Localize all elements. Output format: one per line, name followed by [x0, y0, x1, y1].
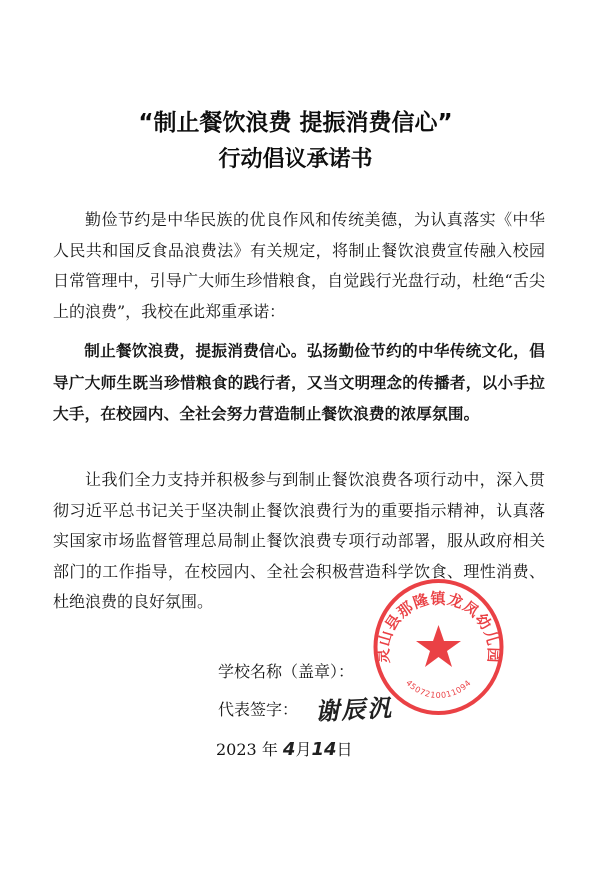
date-month-unit: 月	[295, 740, 312, 759]
signing-date	[216, 737, 353, 760]
school-name-label: 学校名称（盖章）：	[218, 662, 355, 681]
star-icon	[416, 625, 461, 667]
date-month: 4	[282, 739, 296, 760]
paragraph-intro: 勤俭节约是中华民族的优良作风和传统美德，为认真落实《中华人民共和国反食品浪费法》有关规定，将制止餐饮浪费宣传融入校园日常管理中，引导广大师生珍惜粮食，自觉践行光盘行动，杜绝“舌尖上的浪费”，我校在此郑重承诺：	[53, 210, 545, 321]
svg-text:45072100110​94	[404, 678, 473, 700]
date-day: 14	[311, 739, 337, 760]
representative-signature: 谢辰汎	[314, 693, 394, 727]
representative-label: 代表签字：	[218, 700, 299, 719]
document-subtitle: 行动倡议承诺书	[218, 147, 373, 172]
date-year-unit: 年	[261, 740, 278, 759]
paragraph-commitment: 制止餐饮浪费，提振消费信心。弘扬勤俭节约的中华传统文化，倡导广大师生既当珍惜粮食的践行者，又当文明理念的传播者，以小手拉大手，在校园内、全社会努力营造制止餐饮浪费的浓厚氛围。	[53, 342, 545, 423]
paragraph-action: 让我们全力支持并积极参与到制止餐饮浪费各项行动中，深入贯彻习近平总书记关于坚决制止餐饮浪费行为的重要指示精神，认真落实国家市场监督管理总局制止餐饮浪费专项行动部署，服从政府相关部门的工作指导，在校园内、全社会积极营造科学饮食、理性消费、杜绝浪费的良好氛围。	[53, 470, 545, 611]
date-day-unit: 日	[336, 740, 353, 759]
seal-text: 灵山县那隆镇龙凤幼儿园	[374, 589, 503, 664]
date-year: 2023	[216, 740, 257, 759]
seal-code: 45072100110​94	[404, 678, 473, 701]
school-seal-stamp	[371, 577, 506, 717]
document-title: “制止餐饮浪费 提振消费信心”	[138, 110, 453, 136]
